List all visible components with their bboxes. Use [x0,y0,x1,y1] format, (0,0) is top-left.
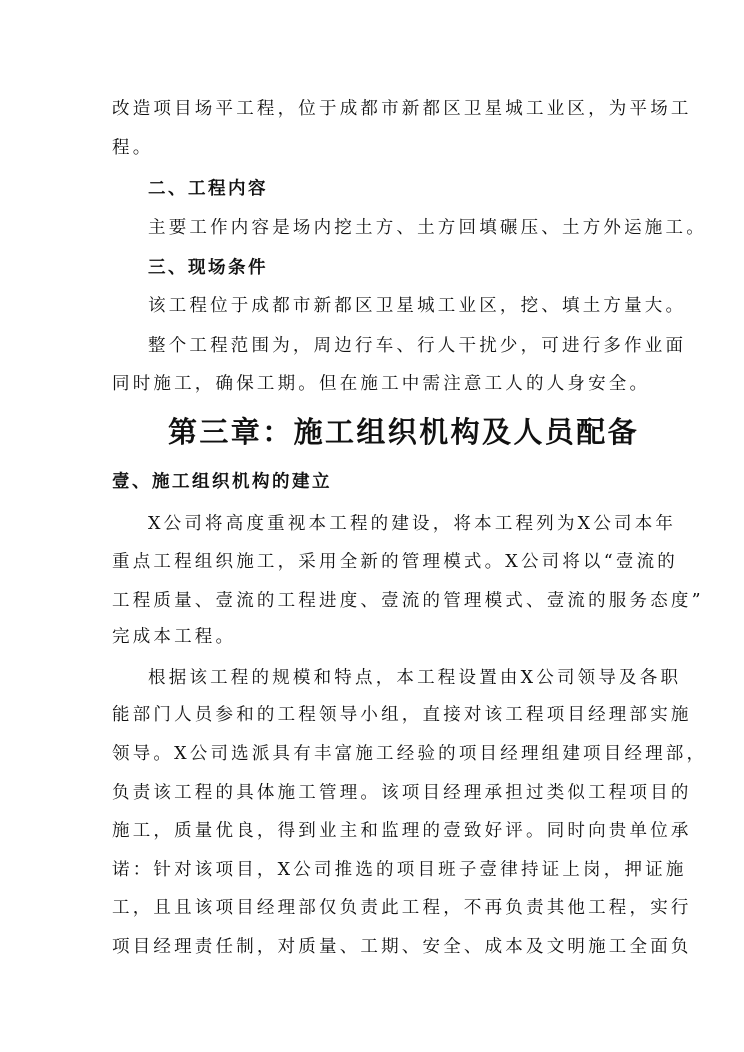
paragraph-line: 负责该工程的具体施工管理。该项目经理承担过类似工程项目的 [112,783,692,803]
section-heading: 三、现场条件 [148,258,268,278]
paragraph-line: 完成本工程。 [112,627,237,647]
paragraph-line: 工，且且该项目经理部仅负责此工程，不再负责其他工程，实行 [112,898,692,918]
paragraph-line: 主要工作内容是场内挖土方、土方回填碾压、土方外运施工。 [148,218,707,238]
paragraph-line: 该工程位于成都市新都区卫星城工业区，挖、填土方量大。 [148,296,687,316]
paragraph-line: 重点工程组织施工，采用全新的管理模式。X公司将以“壹流的 [112,552,679,572]
chapter-title: 第三章：施工组织机构及人员配备 [168,415,640,449]
paragraph-line: X公司将高度重视本工程的建设，将本工程列为X公司本年 [148,514,677,534]
paragraph-line: 项目经理责任制，对质量、工期、安全、成本及文明施工全面负 [112,937,692,957]
paragraph-line: 工程质量、壹流的工程进度、壹流的管理模式、壹流的服务态度” [112,591,704,611]
paragraph-line: 整个工程范围为，周边行车、行人干扰少，可进行多作业面 [148,336,687,356]
paragraph-line: 能部门人员参和的工程领导小组，直接对该工程项目经理部实施 [112,705,692,725]
paragraph-line: 诺：针对该项目，X公司推选的项目班子壹律持证上岗，押证施 [112,860,687,880]
paragraph-line: 程。 [112,138,154,158]
paragraph-line: 施工，质量优良，得到业主和监理的壹致好评。同时向贵单位承 [112,821,692,841]
paragraph-line: 领导。X公司选派具有丰富施工经验的项目经理组建项目经理部， [112,744,708,764]
section-heading: 壹、施工组织机构的建立 [112,472,332,492]
paragraph-line: 根据该工程的规模和特点，本工程设置由X公司领导及各职 [148,668,682,688]
paragraph-line: 同时施工，确保工期。但在施工中需注意工人的人身安全。 [112,374,651,394]
paragraph-line: 改造项目场平工程，位于成都市新都区卫星城工业区，为平场工 [112,99,692,119]
section-heading: 二、工程内容 [148,179,268,199]
